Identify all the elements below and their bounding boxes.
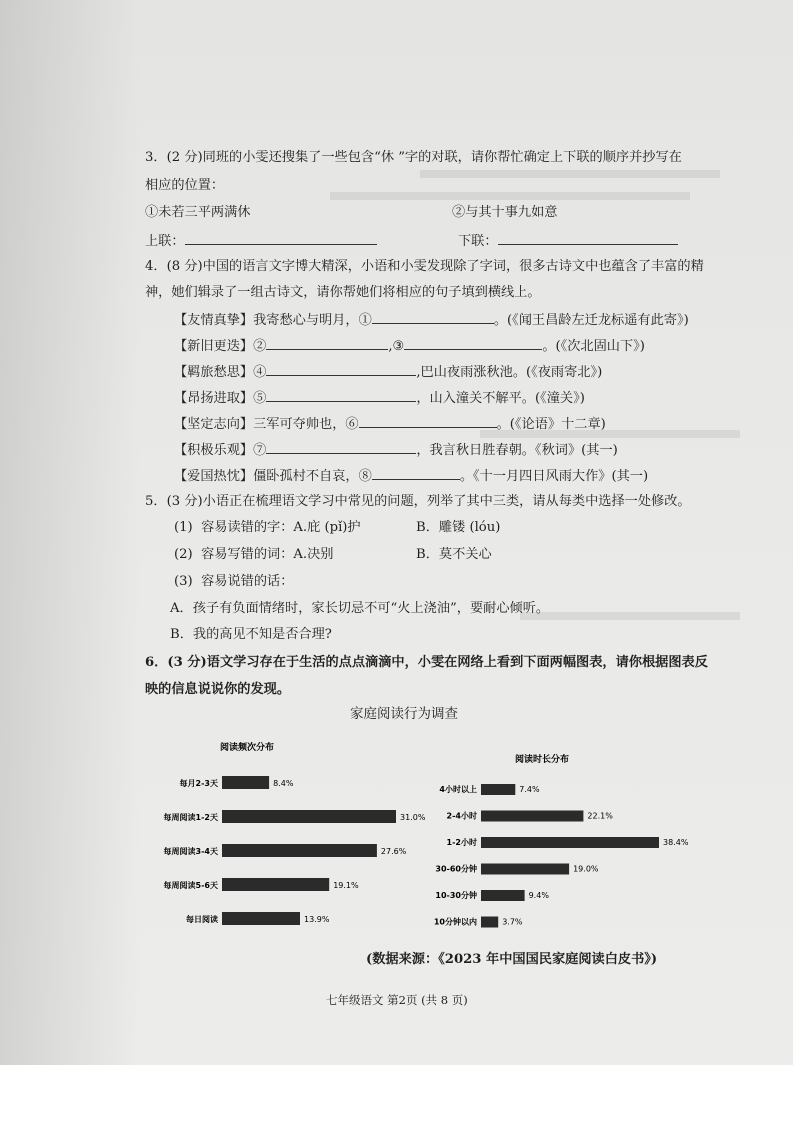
reading-charts <box>0 728 793 938</box>
value-label: 9.4% <box>528 891 549 900</box>
bar <box>481 811 583 822</box>
q4-item-4 <box>174 389 585 407</box>
duration-chart-title: 阅读时长分布 <box>515 755 570 765</box>
item-text: 僵卧孤村不自哀，⑧ <box>253 469 372 484</box>
bar <box>222 810 396 823</box>
item-tag: 【新旧更迭】 <box>174 339 254 354</box>
upper-answer-blank[interactable] <box>185 232 377 245</box>
value-label: 19.1% <box>333 881 359 890</box>
data-source: (数据来源：《2023 年中国国民家庭阅读白皮书》) <box>366 952 658 967</box>
q6-stem-line1: 6．(3 分)语文学习存在于生活的点点滴滴中，小雯在网络上看到下面两幅图表，请你根据图表反 <box>145 655 708 670</box>
q3-upper-couplet <box>145 232 377 250</box>
answer-blank-8[interactable] <box>372 467 460 480</box>
page-footer: 七年级语文 第2页 (共 8 页) <box>326 993 468 1007</box>
category-label: 每日阅读 <box>186 915 218 924</box>
bar <box>481 837 659 848</box>
q4-item-6 <box>174 441 618 459</box>
item-text: 。(《次北固山下》) <box>542 339 645 354</box>
q4-item-3 <box>174 363 602 381</box>
q4-stem-line1: 4．(8 分)中国的语言文字博大精深，小语和小雯发现除了字词，很多古诗文中也蕴含了丰富的精 <box>145 259 704 274</box>
q4-item-5 <box>174 415 606 433</box>
figure-title: 家庭阅读行为调查 <box>350 706 458 722</box>
value-label: 27.6% <box>380 847 407 856</box>
bar <box>481 864 569 875</box>
category-label: 每周阅读1-2天 <box>163 813 218 822</box>
q5-row-2-option-b: B．莫不关心 <box>416 547 492 562</box>
value-label: 19.0% <box>573 864 599 874</box>
category-label: 4小时以上 <box>439 785 477 794</box>
q3-stem-line1: 3．(2 分)同班的小雯还搜集了一些包含“休 ”字的对联，请你帮忙确定上下联的顺序并抄写在 <box>145 150 682 165</box>
category-label: 10分钟以内 <box>433 917 477 927</box>
item-text: ② <box>253 339 267 354</box>
bar <box>222 878 329 891</box>
q4-item-1 <box>174 311 689 329</box>
row-label: 容易说错的话： <box>201 574 294 589</box>
answer-blank-3[interactable] <box>404 337 542 350</box>
item-text: 。《十一月四日风雨大作》(其一) <box>459 469 649 484</box>
lower-answer-blank[interactable] <box>498 232 678 245</box>
item-text: 。(《论语》十二章) <box>496 417 606 432</box>
value-label: 7.4% <box>519 785 540 794</box>
q6-stem-line2: 映的信息说说你的发现。 <box>145 682 291 697</box>
q5-row-3 <box>174 574 293 590</box>
frequency-chart-title: 阅读频次分布 <box>220 743 275 753</box>
item-tag: 【坚定志向】 <box>174 417 254 432</box>
answer-blank-6[interactable] <box>359 415 497 428</box>
category-label: 每周阅读3-4天 <box>163 847 218 856</box>
upper-label: 上联： <box>145 234 185 249</box>
item-tag: 【昂扬进取】 <box>174 391 254 406</box>
answer-blank-2[interactable] <box>266 337 388 350</box>
category-label: 30-60分钟 <box>435 864 477 874</box>
row-number: (1) <box>174 520 193 535</box>
bar <box>481 890 525 901</box>
row-label: 容易写错的词： <box>201 547 294 562</box>
value-label: 38.4% <box>663 838 689 847</box>
item-tag: 【爱国热忱】 <box>174 469 254 484</box>
q5-stem: 5．(3 分)小语正在梳理语文学习中常见的问题，列举了其中三类，请从每类中选择一处修改。 <box>145 494 691 509</box>
answer-blank-4[interactable] <box>266 363 416 376</box>
bar <box>481 784 515 795</box>
category-label: 每月2-3天 <box>179 779 218 788</box>
q5-sentence-a: A．孩子有负面情绪时，家长切忌不可“火上浇油”，要耐心倾听。 <box>170 601 550 616</box>
q3-stem-line2: 相应的位置： <box>145 178 225 193</box>
bleed-through <box>330 192 690 200</box>
q4-stem-line2: 神，她们辑录了一组古诗文，请你帮她们将相应的句子填到横线上。 <box>145 285 541 300</box>
duration-chart <box>434 784 689 928</box>
q5-sentence-b: B．我的高见不知是否合理? <box>170 627 332 642</box>
item-text: 我寄愁心与明月，① <box>253 313 372 328</box>
item-text: ⑦ <box>253 443 267 458</box>
option-a: A.庇 (pǐ)护 <box>293 520 361 535</box>
row-number: (2) <box>174 547 193 562</box>
item-text: ,③ <box>388 339 405 354</box>
q3-option-1: ①未若三平两满休 <box>145 205 251 220</box>
q5-row-1 <box>174 520 361 536</box>
bar <box>222 844 377 857</box>
item-text: ，我言秋日胜春朝。《秋词》(其一) <box>416 443 618 458</box>
category-label: 2-4小时 <box>446 811 477 821</box>
q5-row-1-option-b: B．雕镂 (lóu) <box>416 520 501 535</box>
row-number: (3) <box>174 574 193 589</box>
item-text: ,巴山夜雨涨秋池。(《夜雨寄北》) <box>416 365 603 380</box>
item-tag: 【羁旅愁思】 <box>174 365 254 380</box>
bar <box>222 776 269 789</box>
value-label: 3.7% <box>502 917 523 927</box>
value-label: 13.9% <box>304 915 330 924</box>
bleed-through <box>520 612 740 620</box>
category-label: 1-2小时 <box>446 838 477 847</box>
lower-label: 下联： <box>458 234 498 249</box>
option-a: A.决别 <box>293 547 334 562</box>
item-tag: 【积极乐观】 <box>174 443 254 458</box>
row-label: 容易读错的字： <box>201 520 294 535</box>
answer-blank-1[interactable] <box>372 311 494 324</box>
q3-option-2: ②与其十事九如意 <box>452 205 558 220</box>
bleed-through <box>420 170 720 178</box>
category-label: 10-30分钟 <box>435 891 477 900</box>
item-text: ，山入潼关不解平。(《潼关》) <box>416 391 585 406</box>
frequency-chart <box>164 776 426 925</box>
bar <box>222 912 300 925</box>
q3-lower-couplet <box>458 232 678 250</box>
answer-blank-7[interactable] <box>266 441 416 454</box>
category-label: 每周阅读5-6天 <box>163 881 218 890</box>
item-tag: 【友情真挚】 <box>174 313 254 328</box>
item-text: 。(《闻王昌龄左迁龙标遥有此寄》) <box>493 313 689 328</box>
item-text: ⑤ <box>253 391 267 406</box>
q5-row-2 <box>174 547 333 563</box>
value-label: 8.4% <box>273 779 294 788</box>
bar <box>481 917 498 928</box>
value-label: 31.0% <box>400 813 426 822</box>
q4-item-2 <box>174 337 645 355</box>
answer-blank-5[interactable] <box>266 389 416 402</box>
item-text: 三军可夺帅也，⑥ <box>253 417 359 432</box>
item-text: ④ <box>253 365 267 380</box>
value-label: 22.1% <box>587 811 613 821</box>
q4-item-7 <box>174 467 648 485</box>
